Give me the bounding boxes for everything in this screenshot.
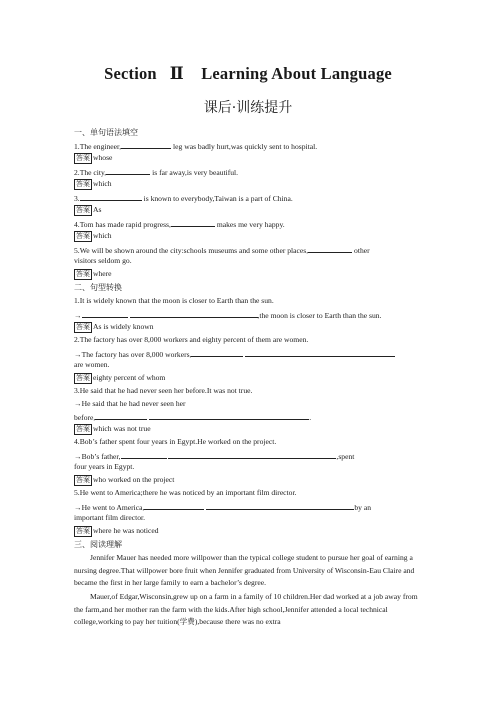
question-1: 1.The engineer, leg was badly hurt,was quickly sent to hospital. xyxy=(74,142,318,151)
page-subtitle: 课后·训练提升 xyxy=(203,100,293,116)
answer-4: 答案 which xyxy=(76,231,112,240)
transform-2-continued: are women. xyxy=(74,360,110,369)
transform-5-rewrite: →He went to America, by an xyxy=(74,503,372,512)
transform-5-continued: important film director. xyxy=(74,513,146,522)
answer-tag: 答案 xyxy=(76,154,90,162)
transform-answer-2: 答案 eighty percent of whom xyxy=(76,373,166,382)
question-4: 4.Tom has made rapid progress, makes me very happy. xyxy=(74,220,285,229)
question-3: 3. is known to everybody,Taiwan is a part of China. xyxy=(74,194,293,203)
transform-3-continued: before, . xyxy=(74,413,312,422)
answer-5: 答案 where xyxy=(76,269,112,278)
section-heading-grammar: 一、单句语法填空 xyxy=(74,128,138,137)
reading-paragraph-2: Mauer,of Edgar,Wisconsin,grew up on a farm in a family of 10 children.Her dad worked at a job away from the farm,and her mother ran the farm with the kids.After high school,Jennifer attended a local technical college,working to pay her tuition(学费),because there was no extra xyxy=(74,592,418,626)
transform-answer-5: 答案 where he was noticed xyxy=(76,526,159,535)
answer-blank xyxy=(171,218,215,227)
answer-tag: 答案 xyxy=(76,476,90,484)
answer-blank xyxy=(168,450,336,459)
transform-answer-3: 答案 which was not true xyxy=(76,424,151,433)
answer-blank xyxy=(121,450,167,459)
transform-answer-1: 答案 As is widely known xyxy=(76,322,154,331)
answer-tag: 答案 xyxy=(76,270,90,278)
page-title: Section Ⅱ Learning About Language xyxy=(104,64,392,83)
answer-blank xyxy=(191,348,243,357)
answer-2: 答案 which xyxy=(76,179,112,188)
section-heading-reading: 三、阅读理解 xyxy=(74,540,122,549)
transform-2: 2.The factory has over 8,000 workers and eighty percent of them are women. xyxy=(74,335,309,344)
answer-tag: 答案 xyxy=(76,323,90,331)
transform-4: 4.Bob’s father spent four years in Egypt.He worked on the project. xyxy=(74,437,277,446)
question-2: 2.The city, is far away,is very beautiful. xyxy=(74,168,239,177)
transform-4-rewrite: →Bob’s father, ,spent xyxy=(74,452,355,461)
transform-answer-4: 答案 who worked on the project xyxy=(76,475,175,484)
answer-blank xyxy=(144,501,204,510)
answer-blank xyxy=(106,166,150,175)
answer-blank xyxy=(130,309,258,318)
answer-tag: 答案 xyxy=(76,425,90,433)
section-heading-transform: 二、句型转换 xyxy=(74,283,122,292)
reading-paragraph-1: Jennifer Mauer has needed more willpower than the typical college student to pursue her goal of earning a nursing degree.That willpower bore fruit when Jennifer graduated from University of Wisconsin-Eau Claire and became the first in her large family to earn a bachelor’s degree. xyxy=(74,553,415,587)
answer-blank xyxy=(245,348,395,357)
transform-2-rewrite: →The factory has over 8,000 workers, xyxy=(74,348,395,360)
answer-3: 答案 As xyxy=(76,205,102,214)
answer-blank xyxy=(80,192,142,201)
answer-tag: 答案 xyxy=(76,374,90,382)
answer-tag: 答案 xyxy=(76,180,90,188)
answer-tag: 答案 xyxy=(76,206,90,214)
transform-3-rewrite: →He said that he had never seen her xyxy=(74,399,186,408)
answer-blank xyxy=(149,411,309,420)
answer-blank xyxy=(82,309,128,318)
transform-3: 3.He said that he had never seen her before.It was not true. xyxy=(74,386,253,395)
answer-blank xyxy=(206,501,354,510)
question-5-continued: visitors seldom go. xyxy=(74,256,132,265)
transform-4-continued: four years in Egypt. xyxy=(74,462,135,471)
answer-blank xyxy=(121,140,171,149)
answer-1: 答案 whose xyxy=(76,153,113,162)
answer-tag: 答案 xyxy=(76,232,90,240)
answer-tag: 答案 xyxy=(76,527,90,535)
answer-blank xyxy=(308,244,352,253)
question-5: 5.We will be shown around the city:schools museums and some other places, other xyxy=(74,246,370,255)
transform-1-rewrite: → ,the moon is closer to Earth than the sun. xyxy=(74,311,382,320)
answer-blank xyxy=(95,411,147,420)
transform-1: 1.It is widely known that the moon is closer to Earth than the sun. xyxy=(74,296,274,305)
transform-5: 5.He went to America;there he was noticed by an important film director. xyxy=(74,488,297,497)
